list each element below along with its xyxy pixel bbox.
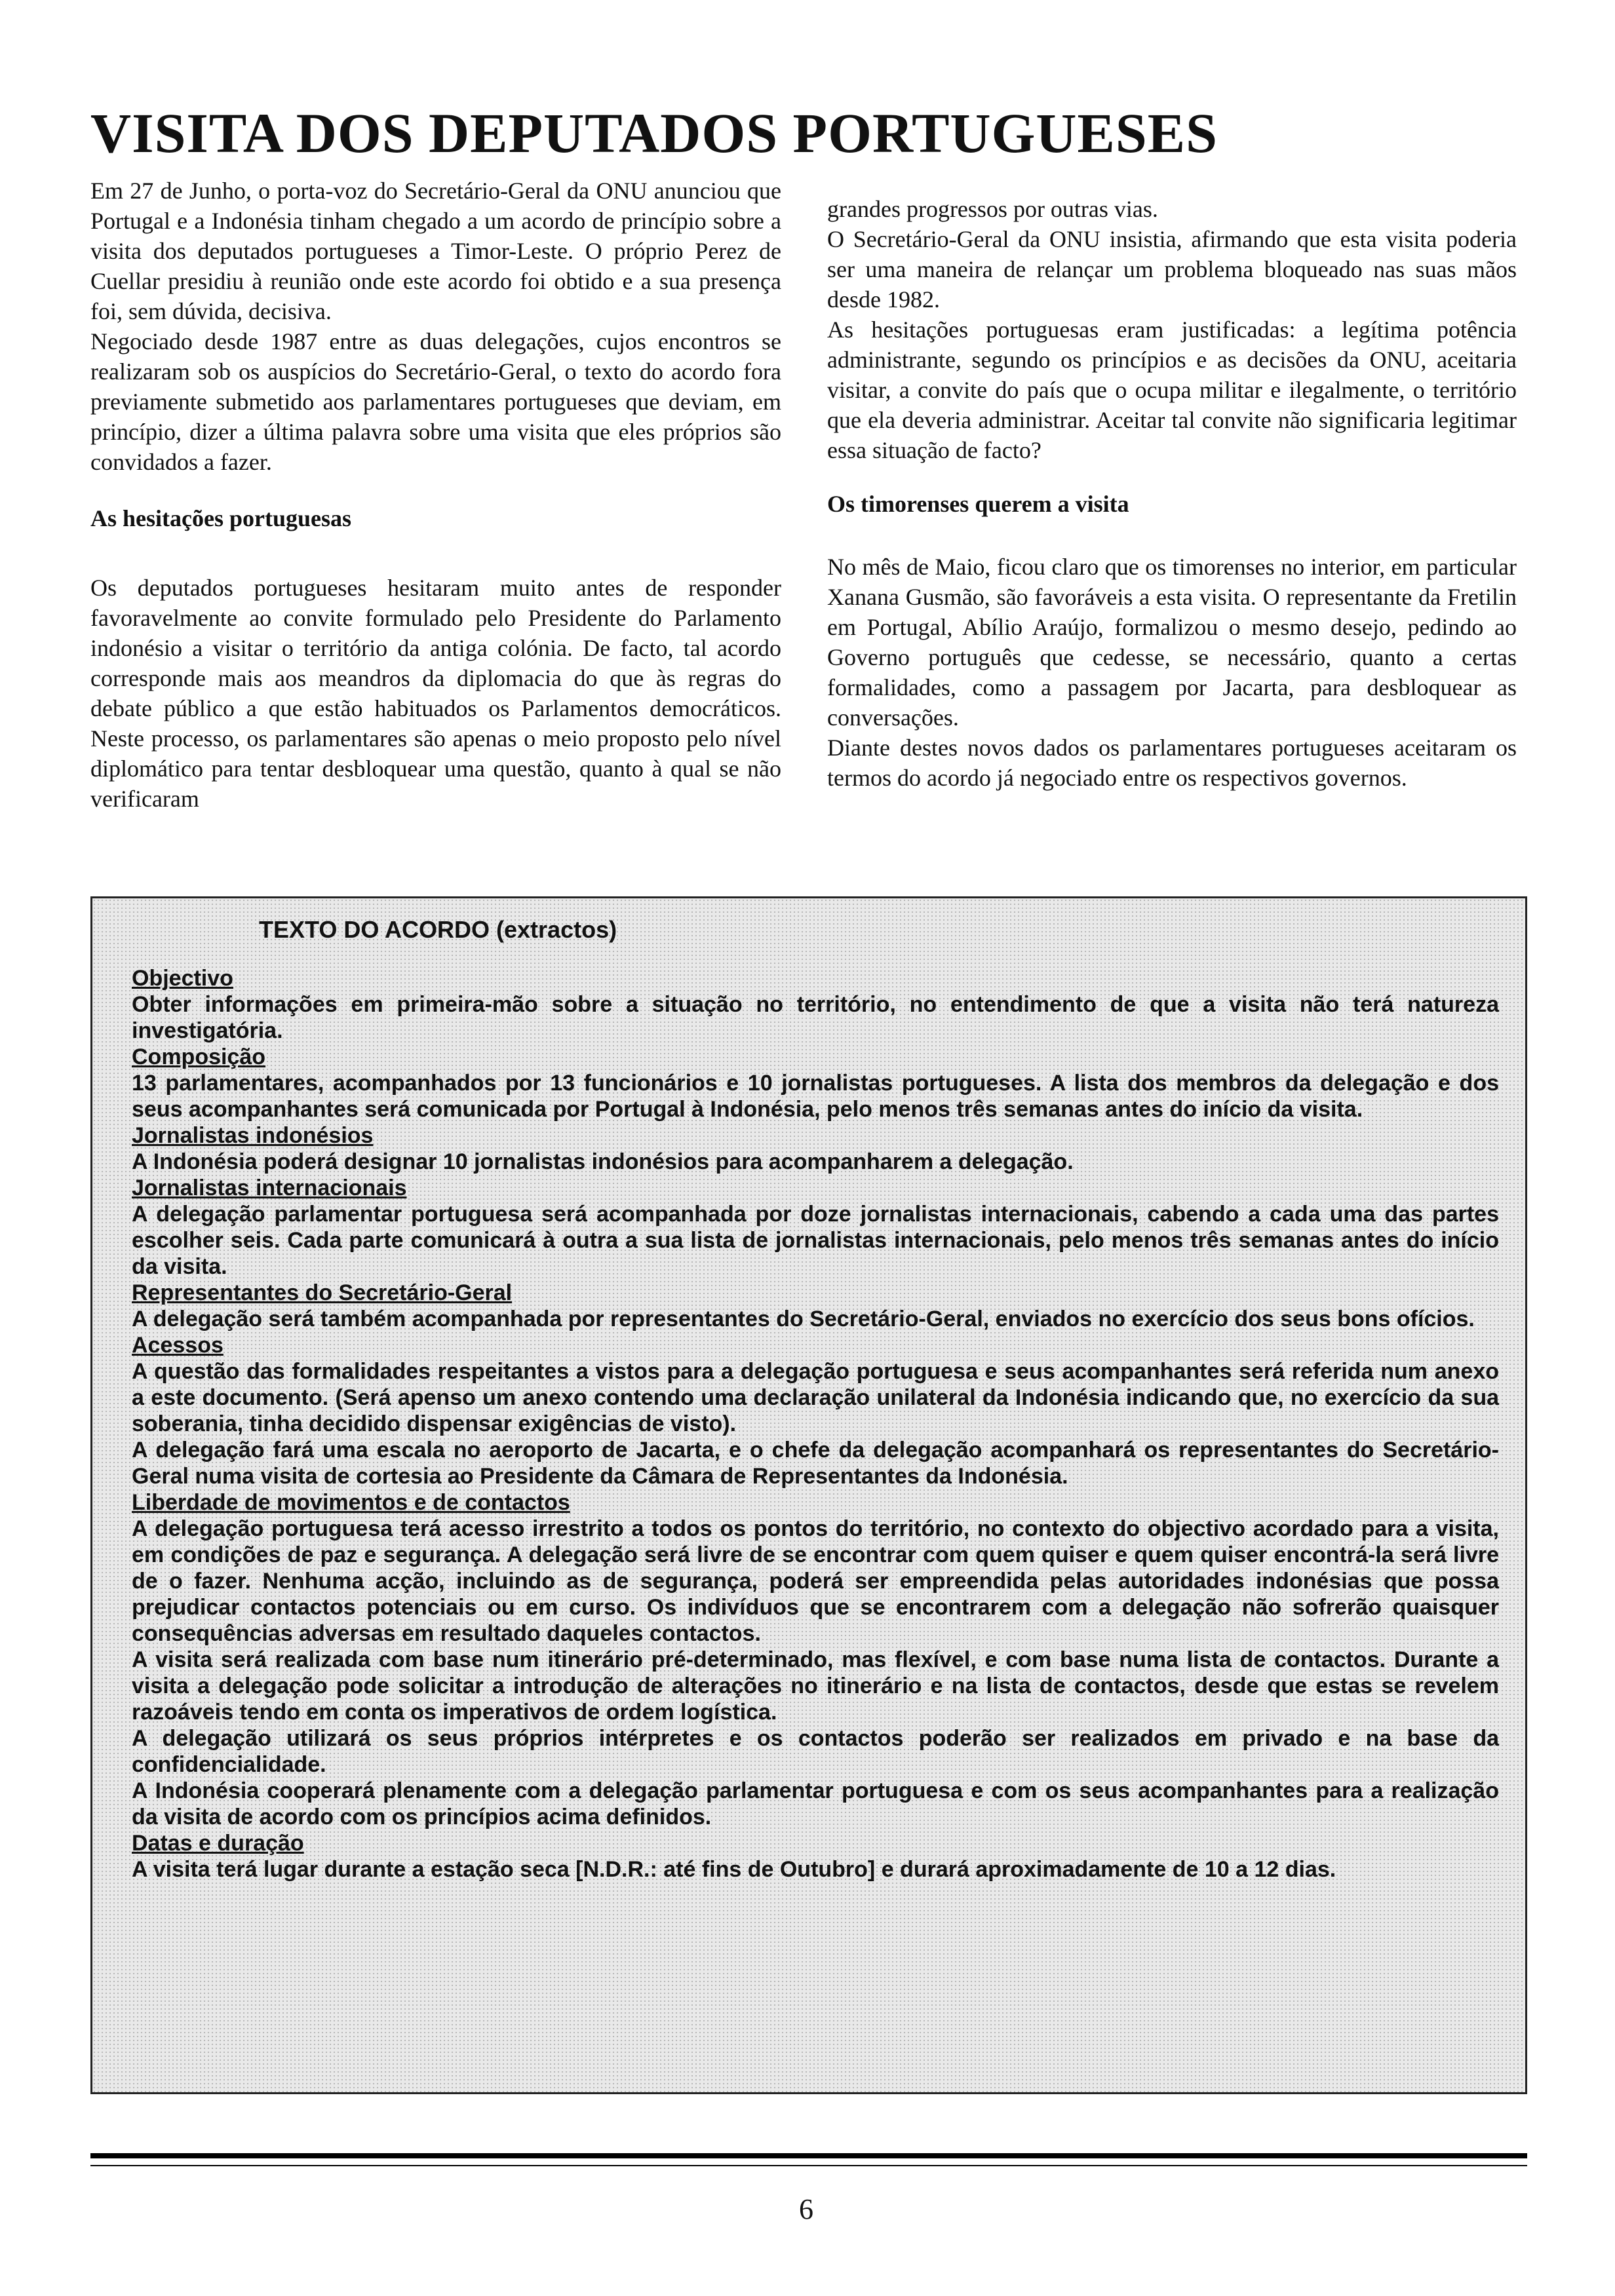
paragraph: grandes progressos por outras vias. <box>827 196 1158 222</box>
box-section-heading: Acessos <box>132 1333 224 1358</box>
footer-rule-thick <box>90 2153 1527 2158</box>
agreement-text-box <box>90 896 1527 2094</box>
box-section-paragraph: 13 parlamentares, acompanhados por 13 funcionários e 10 jornalistas portugueses. A lista dos membros da delegação e dos seus acompanhantes será comunicada por Portugal à Indonésia, pelo menos três semanas antes do início da visita. <box>132 1071 1499 1122</box>
box-section-paragraph: A delegação será também acompanhada por representantes do Secretário-Geral, enviados no exercício dos seus bons ofícios. <box>132 1307 1475 1331</box>
box-section-paragraph: Obter informações em primeira-mão sobre a situação no território, no entendimento de que a visita não terá natureza investigatória. <box>132 992 1499 1043</box>
box-section-heading: Datas e duração <box>132 1831 304 1856</box>
box-section-heading: Jornalistas indonésios <box>132 1123 374 1148</box>
box-section-paragraph: A Indonésia poderá designar 10 jornalistas indonésios para acompanharem a delegação. <box>132 1149 1074 1174</box>
section-heading: As hesitações portuguesas <box>90 505 352 531</box>
page-number: 6 <box>799 2193 813 2225</box>
box-sections <box>132 965 1499 1883</box>
box-section-heading: Representantes do Secretário-Geral <box>132 1280 513 1305</box>
box-section-heading: Composição <box>132 1044 266 1069</box>
box-section-paragraph: A questão das formalidades respeitantes a vistos para a delegação portuguesa e seus acompanhantes será referida num anexo a este documento. (Será apenso um anexo contendo uma declaração unilateral da Indonésia indicando que, no exercício da sua soberania, tinha decidido dispensar exigências de visto). <box>132 1359 1499 1436</box>
box-section-paragraph: A delegação parlamentar portuguesa será acompanhada por doze jornalistas internacionais, cabendo a cada uma das partes escolher seis. Cada parte comunicará à outra a sua lista de jornalistas internacionais, pelo menos três semanas antes do início da visita. <box>132 1202 1499 1279</box>
box-title: TEXTO DO ACORDO (extractos) <box>259 916 617 943</box>
paragraph: No mês de Maio, ficou claro que os timorenses no interior, em particular Xanana Gusmão, são favoráveis a esta visita. O representante da Fretilin em Portugal, Abílio Araújo, formalizou o mesmo desejo, pedindo ao Governo português que cedesse, se necessário, quanto a certas formalidades, como a passagem por Jacarta, para desbloquear as conversações. <box>827 554 1517 731</box>
box-section-paragraph: A Indonésia cooperará plenamente com a delegação parlamentar portuguesa e com os seus acompanhantes para a realização da visita de acordo com os princípios acima definidos. <box>132 1778 1499 1829</box>
paragraph: Os deputados portugueses hesitaram muito antes de responder favoravelmente ao convite formulado pelo Presidente do Parlamento indonésio a visitar o território da antiga colónia. De facto, tal acordo corresponde mais aos meandros da diplomacia do que às regras do debate público a que estão habituados os Parlamentos democráticos. Neste processo, os parlamentares são apenas o meio proposto pelo nível diplomático para tentar desbloquear uma questão, quanto à qual se não verificaram <box>90 575 781 812</box>
box-section-heading: Objectivo <box>132 966 233 991</box>
paragraph: As hesitações portuguesas eram justificadas: a legítima potência administrante, segundo os princípios e as decisões da ONU, aceitaria visitar, a convite do país que o ocupa militar e ilegalmente, o território que ela deveria administrar. Aceitar tal convite não significaria legitimar essa situação de facto? <box>827 316 1517 463</box>
footer-rule-thin <box>90 2165 1527 2166</box>
box-section-heading: Liberdade de movimentos e de contactos <box>132 1490 570 1515</box>
section-heading: Os timorenses querem a visita <box>827 491 1129 517</box>
box-section-paragraph: A delegação portuguesa terá acesso irrestrito a todos os pontos do território, no contexto do objectivo acordado para a visita, em condições de paz e segurança. A delegação será livre de se encontrar com quem quiser e quem quiser encontrá-la será livre de o fazer. Nenhuma acção, incluindo as de segurança, poderá ser empreendida pelas autoridades indonésias que possa prejudicar contactos potenciais ou em curso. Os indivíduos que se encontrarem com a delegação não sofrerão quaisquer consequências adversas em resultado daqueles contactos. <box>132 1516 1499 1646</box>
paragraph: Diante destes novos dados os parlamentares portugueses aceitaram os termos do acordo já negociado entre os respectivos governos. <box>827 735 1517 791</box>
paragraph: O Secretário-Geral da ONU insistia, afirmando que esta visita poderia ser uma maneira de relançar um problema bloqueado nas suas mãos desde 1982. <box>827 226 1517 313</box>
box-section-paragraph: A delegação utilizará os seus próprios intérpretes e os contactos poderão ser realizados em privado e na base da confidencialidade. <box>132 1726 1499 1777</box>
right-column <box>827 194 1517 793</box>
box-section-paragraph: A visita será realizada com base num itinerário pré-determinado, mas flexível, e com base numa lista de contactos. Durante a visita a delegação pode solicitar a introdução de alterações no itinerário e na lista de contactos, desde que estas se revelem razoáveis tendo em conta os imperativos de ordem logística. <box>132 1647 1499 1725</box>
box-section-paragraph: A visita terá lugar durante a estação seca [N.D.R.: até fins de Outubro] e durará aproximadamente de 10 a 12 dias. <box>132 1857 1336 1882</box>
article-title: VISITA DOS DEPUTADOS PORTUGUESES <box>90 102 1218 164</box>
box-section-heading: Jornalistas internacionais <box>132 1176 407 1200</box>
box-section-paragraph: A delegação fará uma escala no aeroporto de Jacarta, e o chefe da delegação acompanhará os representantes do Secretário-Geral numa visita de cortesia ao Presidente da Câmara de Representantes da Indonésia. <box>132 1438 1499 1489</box>
paragraph: Negociado desde 1987 entre as duas delegações, cujos encontros se realizaram sob os auspícios do Secretário-Geral, o texto do acordo fora previamente submetido aos parlamentares portugueses que deviam, em princípio, dizer a última palavra sobre uma visita que eles próprios são convidados a fazer. <box>90 328 781 475</box>
paragraph: Em 27 de Junho, o porta-voz do Secretário-Geral da ONU anunciou que Portugal e a Indonésia tinham chegado a um acordo de princípio sobre a visita dos deputados portugueses a Timor-Leste. O próprio Perez de Cuellar presidiu à reunião onde este acordo foi obtido e a sua presença foi, sem dúvida, decisiva. <box>90 178 781 324</box>
left-column <box>90 176 781 814</box>
